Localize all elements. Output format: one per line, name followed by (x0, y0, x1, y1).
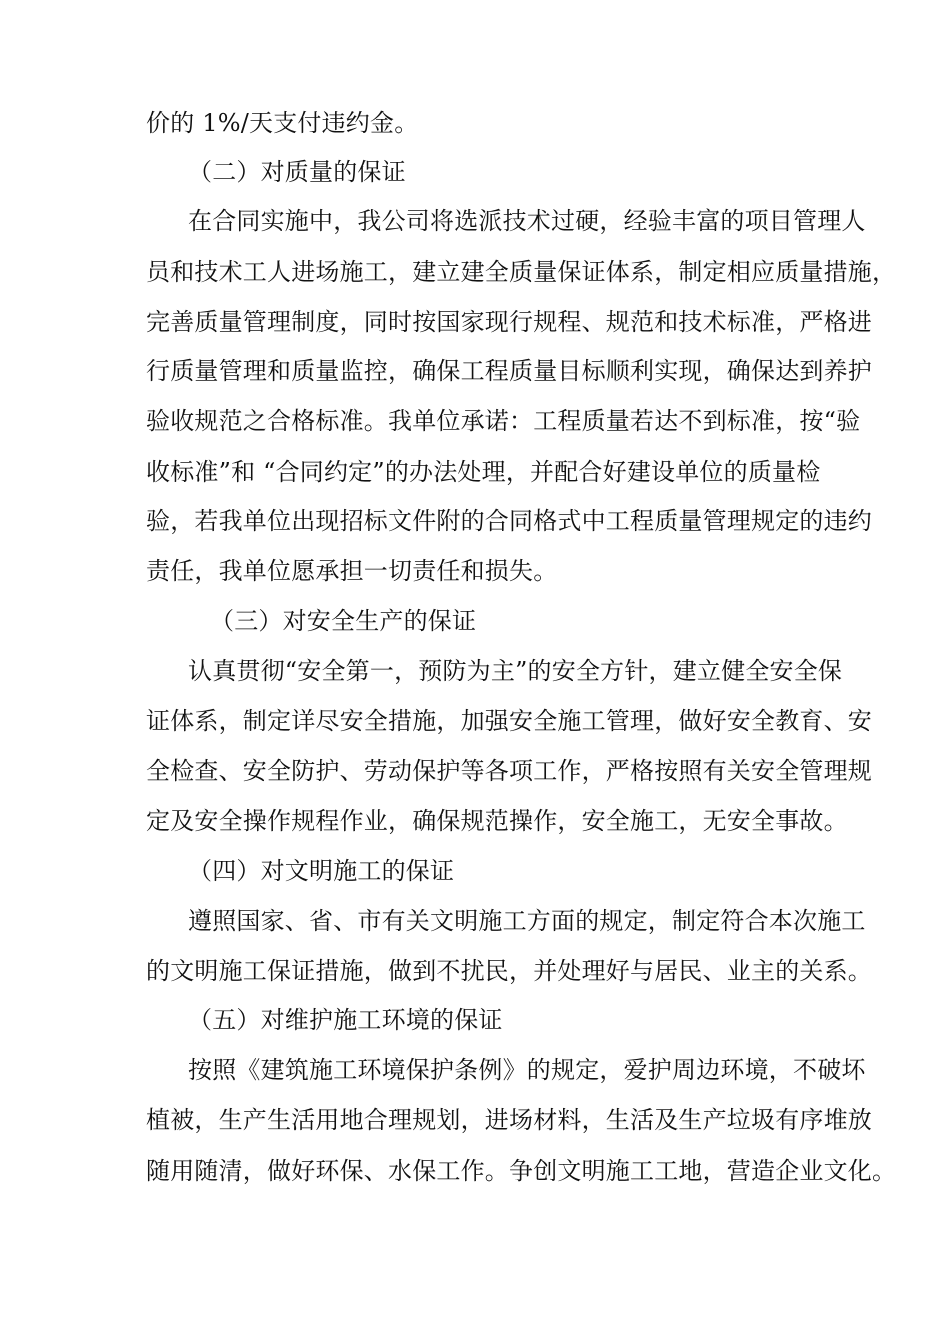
paragraph-line: 认真贯彻“安全第一，预防为主”的安全方针，建立健全安全保 (188, 657, 843, 685)
paragraph-line: 植被，生产生活用地合理规划，进场材料，生活及生产垃圾有序堆放 (146, 1106, 872, 1134)
paragraph-line: 行质量管理和质量监控，确保工程质量目标顺利实现，确保达到养护 (146, 357, 872, 385)
paragraph-line: 按照《建筑施工环境保护条例》的规定，爱护周边环境，不破坏 (188, 1056, 866, 1084)
paragraph-line: 随用随清，做好环保、水保工作。争创文明施工工地，营造企业文化。 (146, 1157, 897, 1185)
paragraph-line: 验收规范之合格标准。我单位承诺：工程质量若达不到标准，按“验 (146, 407, 861, 435)
paragraph-line: 的文明施工保证措施，做到不扰民，并处理好与居民、业主的关系。 (146, 957, 872, 985)
section-heading-civilized-construction: （四）对文明施工的保证 (188, 857, 455, 885)
paragraph-line: 证体系，制定详尽安全措施，加强安全施工管理，做好安全教育、安 (146, 707, 872, 735)
section-heading-environment: （五）对维护施工环境的保证 (188, 1006, 503, 1034)
paragraph-line: 责任，我单位愿承担一切责任和损失。 (146, 557, 558, 585)
text-line: 价的 1%/天支付违约金。 (146, 109, 419, 137)
paragraph-line: 验，若我单位出现招标文件附的合同格式中工程质量管理规定的违约 (146, 507, 872, 535)
paragraph-line: 全检查、安全防护、劳动保护等各项工作，严格按照有关安全管理规 (146, 757, 872, 785)
paragraph-line: 在合同实施中，我公司将选派技术过硬，经验丰富的项目管理人 (188, 207, 866, 235)
section-heading-quality: （二）对质量的保证 (188, 158, 406, 186)
paragraph-line: 遵照国家、省、市有关文明施工方面的规定，制定符合本次施工 (188, 907, 866, 935)
paragraph-line: 完善质量管理制度，同时按国家现行规程、规范和技术标准，严格进 (146, 308, 872, 336)
paragraph-line: 收标准”和 “合同约定”的办法处理，并配合好建设单位的质量检 (146, 458, 821, 486)
paragraph-line: 定及安全操作规程作业，确保规范操作，安全施工，无安全事故。 (146, 807, 848, 835)
section-heading-safety: （三）对安全生产的保证 (210, 607, 477, 635)
paragraph-line: 员和技术工人进场施工，建立建全质量保证体系，制定相应质量措施， (146, 258, 897, 286)
